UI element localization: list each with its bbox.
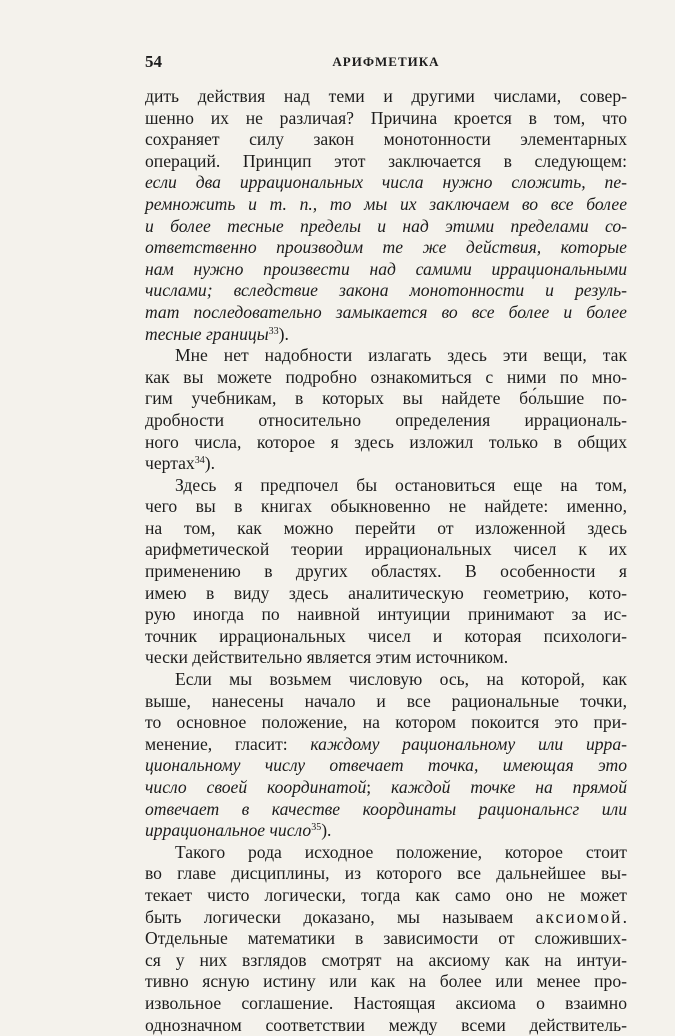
text-line [145, 345, 627, 367]
text-run: ного числа, которое я здесь изложил только в общих [145, 431, 627, 452]
text-line [145, 237, 627, 259]
text-run: дробности относительно определения иррациональ- [145, 409, 627, 430]
text-run: чески действительно является этим источником. [145, 647, 509, 668]
footnote-ref: 35 [311, 822, 322, 834]
text-run: отвечает в качестве координаты рациональнсг или [145, 798, 627, 819]
text-run: на том, как можно перейти от изложенной здесь [145, 517, 627, 538]
text-run: каждому рациональному или ирра- [310, 733, 627, 754]
text-line [145, 151, 627, 173]
text-line [145, 604, 627, 626]
text-line [145, 907, 627, 929]
text-run: Если мы возьмем числовую ось, на которой, как [175, 669, 627, 690]
text-line [145, 539, 627, 561]
text-line [145, 280, 627, 302]
text-run: ся у них взглядов смотрят на аксиому как на интуи- [145, 949, 627, 970]
running-title: АРИФМЕТИКА [332, 54, 440, 69]
text-line [145, 777, 627, 799]
text-run: текает чисто логически, тогда как само оно не может [145, 884, 627, 905]
text-line [145, 799, 627, 821]
text-run: точник иррациональных чисел и которая психологи- [145, 625, 627, 646]
text-line [145, 647, 627, 669]
page-number: 54 [145, 52, 162, 71]
text-run: Такого рода исходное положение, которое стоит [175, 841, 627, 862]
text-run: применению в других областях. В особенности я [145, 561, 627, 582]
text-run: извольное соглашение. Настоящая аксиома о взаимно [145, 992, 627, 1013]
text-line [145, 194, 627, 216]
text-line [145, 86, 627, 108]
text-line [145, 712, 627, 734]
text-line [145, 518, 627, 540]
text-line [145, 561, 627, 583]
text-line [145, 432, 627, 454]
text-line [145, 885, 627, 907]
text-line [145, 172, 627, 194]
text-run: как вы можете подробно ознакомиться с ними по мно- [145, 366, 627, 387]
text-line [145, 971, 627, 993]
footnote-ref: 34 [194, 455, 205, 467]
text-run: ). [321, 820, 332, 841]
text-run: Отдельные математики в зависимости от сложивших- [145, 928, 627, 949]
text-run: иррациональное число [145, 820, 312, 841]
text-line [145, 950, 627, 972]
text-run: число своей координатой [145, 777, 367, 797]
text-line [145, 626, 627, 648]
text-run: нам нужно произвести над самими иррациональными [145, 258, 627, 279]
text-run: числами; вследствие закона монотонности и резуль- [145, 280, 627, 301]
text-line [145, 475, 627, 497]
text-line [145, 302, 627, 324]
text-line [145, 324, 627, 346]
text-line [145, 734, 627, 756]
text-line [145, 388, 627, 410]
text-run: ремножить и т. п., то мы их заключаем во все более [145, 193, 627, 214]
text-line [145, 993, 627, 1015]
text-line [145, 863, 627, 885]
text-line [145, 496, 627, 518]
text-run: арифметической теории иррациональных чисел к их [145, 539, 627, 560]
text-line [145, 367, 627, 389]
text-run: шенно их не различая? Причина кроется в том, что [145, 107, 627, 128]
text-line [145, 842, 627, 864]
text-run: Здесь я предпочел бы остановиться еще на том, [175, 474, 627, 495]
text-line [145, 129, 627, 151]
text-run: имею в виду здесь аналитическую геометрию, кото- [145, 582, 627, 603]
text-run: тесные границы [145, 323, 269, 344]
text-run: тивно ясную истину или как на более или менее про- [145, 971, 627, 992]
text-run: и более тесные пределы и над этими пределами со- [145, 215, 627, 236]
footnote-ref: 33 [268, 325, 279, 337]
text-line [145, 108, 627, 130]
text-line [145, 259, 627, 281]
text-run: . [622, 906, 627, 927]
text-line [145, 216, 627, 238]
text-run: выше, нанесены начало и все рациональные точки, [145, 690, 627, 711]
text-run: ). [204, 453, 215, 474]
text-run: однозначном соответствии между всеми действитель- [145, 1014, 627, 1035]
text-run: Мне нет надобности излагать здесь эти вещи, так [175, 345, 627, 366]
text-line [145, 453, 627, 475]
text-run: циональному числу отвечает точка, имеющая это [145, 755, 627, 776]
text-run: чего вы в книгах обыкновенно не найдете: именно, [145, 496, 627, 517]
text-run: аксиомой [535, 906, 623, 927]
text-run: быть логически доказано, мы называем [145, 906, 536, 927]
text-line [145, 755, 627, 777]
text-line [145, 691, 627, 713]
text-line [145, 583, 627, 605]
text-line [145, 1015, 627, 1036]
text-line [145, 410, 627, 432]
text-run: ; [366, 777, 392, 797]
text-run: гим учебникам, в которых вы найдете бо́льшие по- [145, 388, 627, 409]
text-run: тат последовательно замыкается во все более и более [145, 301, 627, 322]
text-line [145, 669, 627, 691]
text-run: рую иногда по наивной интуиции принимают за ис- [145, 604, 627, 625]
text-run: каждой точке на прямой [391, 777, 627, 797]
body-text [145, 86, 627, 1036]
text-run: ответственно производим те же действия, которые [145, 237, 627, 258]
text-run: сохраняет силу закон монотонности элементарных [145, 129, 627, 150]
text-run: ). [278, 323, 289, 344]
text-run: во главе дисциплины, из которого все дальнейшее вы- [145, 863, 627, 884]
text-run: менение, гласит: [145, 733, 311, 754]
text-line [145, 820, 627, 842]
text-line [145, 928, 627, 950]
page-header [145, 50, 627, 74]
text-run: дить действия над теми и другими числами, совер- [145, 86, 627, 106]
text-run: операций. Принцип этот заключается в следующем: [145, 150, 627, 171]
text-run: чертах [145, 453, 195, 474]
text-run: если два иррациональных числа нужно сложить, пе- [145, 172, 627, 193]
text-run: то основное положение, на котором покоится это при- [145, 712, 627, 733]
